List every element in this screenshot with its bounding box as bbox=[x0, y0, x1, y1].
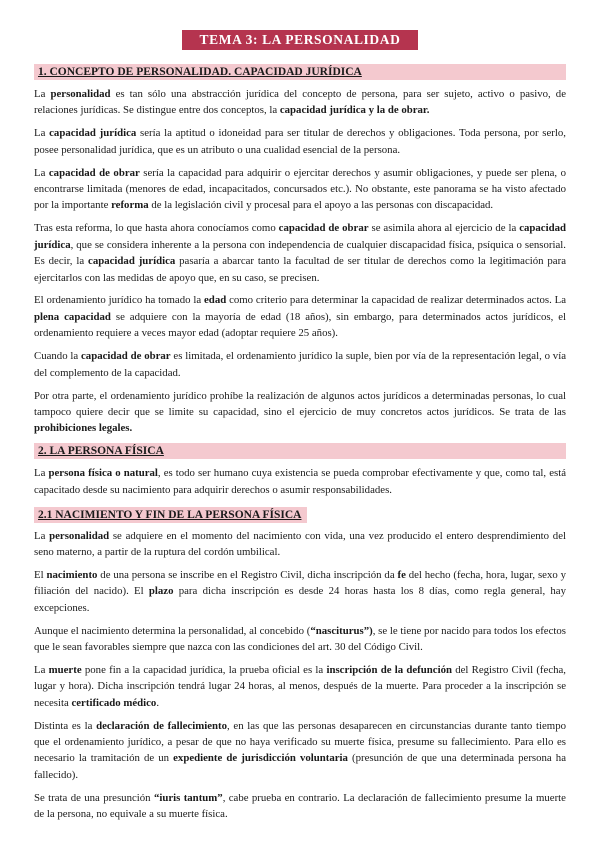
text-run: Distinta es la bbox=[34, 719, 97, 732]
text-run: es tan sólo una abstracción jurídica del concepto de persona, para ser sujeto, activo o pasivo, de relaciones jurídicas. Se distingue entre dos conceptos, la bbox=[34, 88, 567, 117]
bold-term: edad bbox=[204, 294, 227, 307]
text-run: es limitada, el ordenamiento jurídico la suple, bien por vía de la representación legal, o vía del complemento de la capacidad. bbox=[34, 350, 566, 379]
text-run: La bbox=[34, 166, 49, 179]
paragraph bbox=[34, 388, 566, 437]
text-run: se asimila ahora al ejercicio de la bbox=[368, 222, 520, 235]
text-run: sería la aptitud o idoneidad para ser titular de derechos y obligaciones. Toda persona, por serlo, posee personalidad jurídica, que es un atributo o una cualidad esencial de la persona. bbox=[34, 127, 566, 156]
bold-term: fe bbox=[397, 568, 406, 581]
text-run: como criterio para determinar la capacidad de realizar determinados actos. La bbox=[226, 294, 567, 307]
bold-term: expediente de jurisdicción voluntaria bbox=[173, 752, 348, 765]
paragraph bbox=[34, 125, 566, 158]
text-run: de la legislación civil y procesal para el apoyo a las personas con discapacidad. bbox=[148, 199, 494, 212]
bold-term: capacidad jurídica bbox=[49, 127, 137, 140]
text-run: La bbox=[34, 467, 49, 480]
text-run: . bbox=[156, 696, 160, 709]
bold-term: persona física o natural bbox=[48, 467, 158, 480]
text-run: (presunción de que una determinada persona ha fallecido). bbox=[34, 752, 567, 781]
bold-term: capacidad jurídica bbox=[88, 255, 176, 268]
text-run: La bbox=[34, 127, 50, 140]
title-wrap bbox=[34, 30, 566, 50]
text-run: Aunque el nacimiento determina la personalidad, al concebido ( bbox=[34, 624, 311, 637]
bold-term: plena capacidad bbox=[34, 310, 111, 323]
paragraph bbox=[34, 86, 566, 119]
text-run: del Registro Civil (fecha, lugar y hora). Dicha inscripción tendrá lugar 24 horas, al menos, después de la muerte. Para proceder a la inscripción se necesita bbox=[34, 663, 566, 709]
text-run: para dicha inscripción es desde 24 horas hasta los 8 días, como regla general, hay excepciones. bbox=[34, 585, 566, 614]
text-run: , que se considera inherente a la persona con independencia de cualquier discapacidad física, psíquica o sensorial. Es decir, la bbox=[34, 238, 566, 268]
text-run: La bbox=[34, 529, 50, 542]
text-run: , en las que las personas desaparecen en circunstancias durante tanto tiempo que el ordenamiento jurídico, a pesar de que no haya verificado su muerte física, presume su fallecimiento. Para ello es necesario la tramitación de un bbox=[34, 719, 566, 765]
subsection-heading-nacimiento: 2.1 NACIMIENTO Y FIN DE LA PERSONA FÍSICA bbox=[34, 507, 307, 523]
text-run: La bbox=[34, 663, 49, 676]
text-run: del hecho (fecha, hora, lugar, sexo y filiación del nacido). El bbox=[34, 568, 566, 598]
bold-term: reforma bbox=[111, 199, 149, 212]
section-heading-persona-fisica: 2. LA PERSONA FÍSICA bbox=[34, 443, 566, 459]
bold-term: personalidad bbox=[49, 529, 110, 542]
bold-term: capacidad de obrar bbox=[48, 166, 140, 179]
text-run: El bbox=[34, 568, 47, 581]
bold-term: capacidad de obrar bbox=[81, 350, 171, 363]
text-run: El ordenamiento jurídico ha tomado la bbox=[34, 294, 205, 307]
paragraph bbox=[34, 623, 566, 656]
text-run: Se trata de una presunción bbox=[34, 791, 154, 804]
text-run: se adquiere con la mayoría de edad (18 años), sin embargo, para determinados actos jurídicos, el ordenamiento requiere a veces mayor edad (adoptar requiere 25 años). bbox=[34, 310, 566, 340]
bold-term: capacidad de obrar bbox=[278, 222, 369, 235]
text-run: pone fin a la capacidad jurídica, la prueba oficial es la bbox=[81, 663, 327, 676]
paragraph bbox=[34, 790, 566, 823]
paragraph bbox=[34, 165, 566, 214]
paragraph bbox=[34, 718, 566, 784]
bold-term: “iuris tantum” bbox=[153, 791, 223, 804]
text-run: , es todo ser humano cuya existencia se pueda comprobar efectivamente y que, como tal, está capacitado desde su nacimiento para adquirir derechos o asumir responsabilidades. bbox=[34, 467, 566, 496]
text-run: Tras esta reforma, lo que hasta ahora conocíamos como bbox=[34, 222, 279, 235]
text-run: , cabe prueba en contrario. La declaración de fallecimiento presume la muerte de la persona, no equivale a su muerte física. bbox=[34, 791, 566, 821]
text-run: Por otra parte, el ordenamiento jurídico prohíbe la realización de algunos actos jurídicos a determinadas personas, lo cual tampoco quiere decir que se limite su capacidad, sino el ejercicio de muy concretos actos jurídicos. Se trata de las bbox=[34, 389, 566, 418]
text-run: se adquiere en el momento del nacimiento con vida, una vez producido el entero desprendimiento del seno materno, a partir de la ruptura del cordón umbilical. bbox=[34, 529, 567, 558]
page-title: TEMA 3: LA PERSONALIDAD bbox=[182, 30, 419, 50]
paragraph bbox=[34, 528, 566, 561]
bold-term: prohibiciones legales. bbox=[34, 422, 133, 435]
text-run: de una persona se inscribe en el Registro Civil, dicha inscripción da bbox=[97, 568, 398, 581]
paragraph bbox=[34, 220, 566, 286]
bold-term: declaración de fallecimiento bbox=[96, 719, 228, 732]
bold-term: nacimiento bbox=[46, 568, 98, 581]
section-heading-concepto: 1. CONCEPTO DE PERSONALIDAD. CAPACIDAD JURÍDICA bbox=[34, 64, 566, 80]
bold-term: “nasciturus”) bbox=[310, 624, 373, 637]
paragraph bbox=[34, 465, 566, 498]
paragraph bbox=[34, 662, 566, 711]
text-run: La bbox=[34, 88, 51, 100]
bold-term: capacidad jurídica y la de obrar. bbox=[279, 104, 430, 117]
text-run: pasaría a abarcar tanto la facultad de ser titular de derechos como la legitimación para ejercitarlos con las medidas de apoyo que, en su caso, se precisen. bbox=[34, 255, 566, 284]
bold-term: certificado médico bbox=[71, 696, 157, 709]
text-run: sería la capacidad para adquirir o ejercitar derechos y asumir obligaciones, y puede ser plena, o encontrarse limitada (menores de edad, incapacitados, concursados etc.). No obstante, este panorama se ha visto afectado por la importante bbox=[34, 166, 566, 212]
text-run: , se le tiene por nacido para todos los efectos que le sean favorables siempre que nazca con las condiciones del art. 30 del Código Civil. bbox=[34, 624, 566, 653]
text-run: Cuando la bbox=[34, 350, 81, 363]
bold-term: capacidad jurídica bbox=[34, 222, 566, 251]
bold-term: inscripción de la defunción bbox=[326, 663, 452, 676]
bold-term: plazo bbox=[148, 585, 174, 598]
paragraph bbox=[34, 292, 566, 341]
bold-term: muerte bbox=[48, 663, 82, 676]
paragraph bbox=[34, 567, 566, 616]
bold-term: personalidad bbox=[50, 88, 111, 100]
paragraph bbox=[34, 348, 566, 381]
